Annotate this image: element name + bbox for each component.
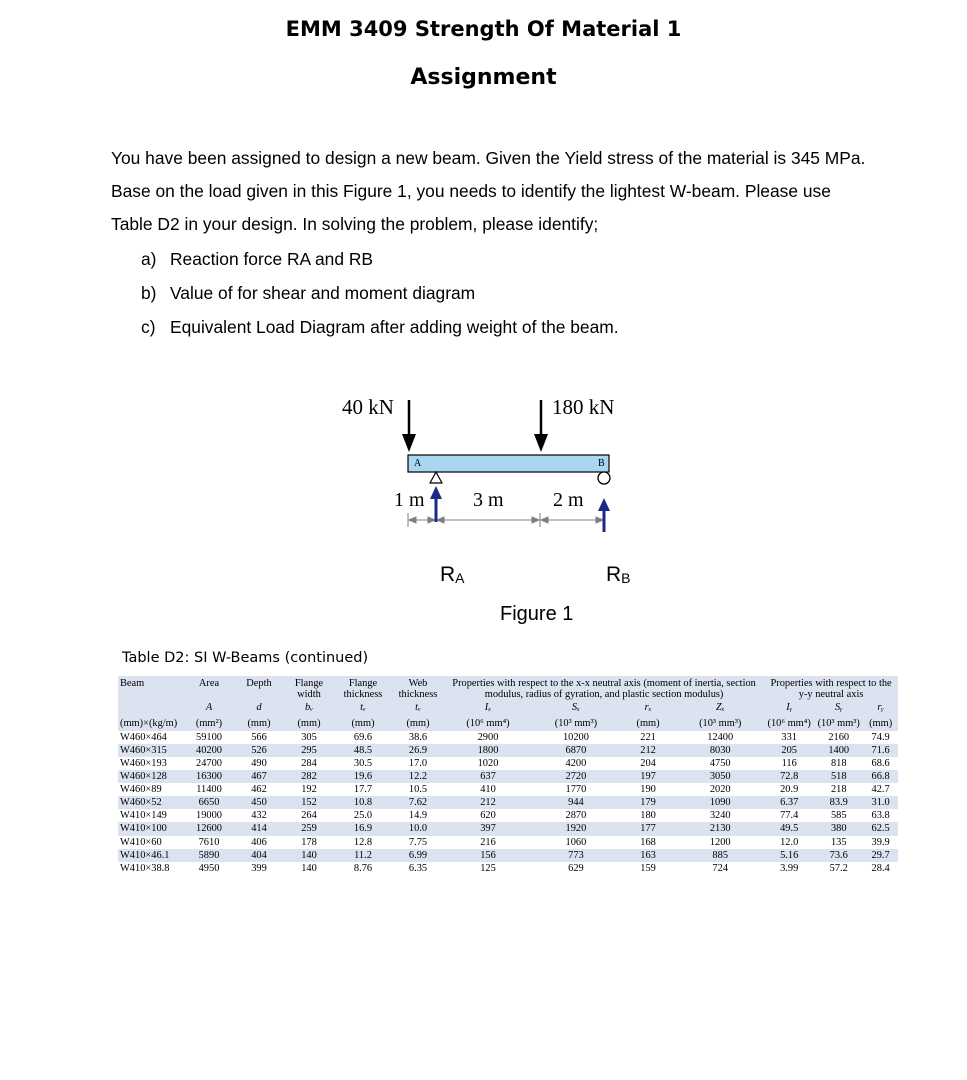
table-row <box>118 744 898 757</box>
table-cell: 414 <box>234 822 284 835</box>
dimension-2-label: 3 m <box>473 489 504 511</box>
table-cell: 885 <box>676 849 764 862</box>
table-cell: 19000 <box>196 810 222 822</box>
table-cell: 62.5 <box>863 822 898 835</box>
table-cell: 212 <box>444 796 532 809</box>
table-cell: 68.6 <box>871 757 890 769</box>
table-cell: 12400 <box>707 731 734 743</box>
table-row <box>118 757 898 770</box>
table-cell: 399 <box>251 862 267 874</box>
unit-cell: (10³ mm³) <box>532 716 620 731</box>
table-cell: 404 <box>234 849 284 862</box>
table-cell: 218 <box>830 784 847 796</box>
table-caption: Table D2: SI W-Beams (continued) <box>122 650 369 666</box>
table-cell: 25.0 <box>353 810 373 822</box>
table-cell: 159 <box>640 862 656 874</box>
table-row <box>118 770 898 783</box>
list-item-text: Equivalent Load Diagram after adding weight of the beam. <box>170 317 619 337</box>
table-cell: 59100 <box>196 731 222 743</box>
beam-designation-cell: W460×52 <box>118 796 184 809</box>
table-cell: 518 <box>814 770 863 783</box>
table-cell: 38.6 <box>408 731 428 743</box>
table-cell: 29.7 <box>863 849 898 862</box>
support-a-label: A <box>414 458 422 469</box>
table-cell: 135 <box>830 836 847 848</box>
table-cell: 6650 <box>184 796 234 809</box>
unit-cell: (mm) <box>284 716 334 731</box>
beam-designation-cell: W410×60 <box>120 836 162 848</box>
table-cell: 2720 <box>532 770 620 783</box>
table-row <box>118 862 898 875</box>
table-cell: 30.5 <box>353 757 373 769</box>
table-cell: 1060 <box>565 836 587 848</box>
table-cell: 1400 <box>814 744 863 757</box>
beam-designation-cell: W410×46.1 <box>118 849 184 862</box>
table-row <box>118 731 898 744</box>
table-cell: 7.75 <box>408 836 428 848</box>
table-cell: 264 <box>301 810 317 822</box>
table-row <box>118 849 898 862</box>
beam-designation-cell: W460×89 <box>120 784 162 796</box>
table-cell: 190 <box>640 784 656 796</box>
table-cell: 7610 <box>198 836 220 848</box>
table-cell: 380 <box>814 822 863 835</box>
symbol-cell: tᵥ <box>334 702 392 715</box>
table-cell: 467 <box>234 770 284 783</box>
table-cell: 10200 <box>562 731 589 743</box>
roller-support-b <box>598 472 610 484</box>
unit-cell: (mm) <box>392 716 444 731</box>
table-cell: 180 <box>640 810 656 822</box>
table-cell: 818 <box>830 757 847 769</box>
header-depth: Depth <box>234 676 284 702</box>
table-cell: 178 <box>301 836 317 848</box>
table-cell: 12600 <box>184 822 234 835</box>
beam-designation-cell: W460×128 <box>118 770 184 783</box>
beam-designation-cell: W410×149 <box>120 810 167 822</box>
table-cell: 1020 <box>477 757 499 769</box>
unit-cell: (mm) <box>234 716 284 731</box>
load-right-label: 180 kN <box>552 395 615 419</box>
beam-designation-cell: W460×315 <box>118 744 184 757</box>
problem-statement: You have been assigned to design a new beam. Given the Yield stress of the material is 345 MPa. Base on the load given in this Figure 1, you needs to identify the lightest W-beam. Please use Table D2 in your design. In solving the problem, please identify; <box>111 148 866 234</box>
reaction-a-label: RA <box>440 563 465 586</box>
table-cell: 305 <box>301 731 317 743</box>
table-cell: 11400 <box>196 784 222 796</box>
symbol-cell: A <box>184 702 234 715</box>
table-cell: 1200 <box>709 836 731 848</box>
reaction-b-label: RB <box>606 563 631 586</box>
table-cell: 11.2 <box>334 849 392 862</box>
symbol-cell: Iᵧ <box>764 702 814 715</box>
table-cell: 585 <box>830 810 847 822</box>
list-item-text: Value of for shear and moment diagram <box>170 283 476 303</box>
beam-designation-cell: W460×464 <box>120 731 167 743</box>
table-cell: 14.9 <box>408 810 428 822</box>
table-cell: 410 <box>480 784 496 796</box>
table-cell: 156 <box>444 849 532 862</box>
header-xx-properties: Properties with respect to the x-x neutral axis (moment of inertia, section modulus, radius of gyration, and plastic section modulus) <box>444 676 764 702</box>
table-cell: 1920 <box>532 822 620 835</box>
table-cell: 8.76 <box>353 862 373 874</box>
table-cell: 6.99 <box>392 849 444 862</box>
symbol-cell: rₓ <box>620 702 676 715</box>
table-cell: 49.5 <box>764 822 814 835</box>
table-cell: 40200 <box>184 744 234 757</box>
table-cell: 152 <box>284 796 334 809</box>
table-cell: 77.4 <box>780 810 799 822</box>
table-cell: 12.0 <box>780 836 799 848</box>
table-cell: 5.16 <box>764 849 814 862</box>
table-cell: 432 <box>251 810 267 822</box>
table-cell: 637 <box>444 770 532 783</box>
table-cell: 69.6 <box>353 731 373 743</box>
header-web-thickness: Web thickness <box>392 676 444 702</box>
table-cell: 140 <box>284 849 334 862</box>
table-cell: 212 <box>620 744 676 757</box>
table-cell: 48.5 <box>334 744 392 757</box>
unit-cell: (10⁶ mm⁴) <box>444 716 532 731</box>
symbol-cell: Iₓ <box>444 702 532 715</box>
unit-cell: (mm²) <box>184 716 234 731</box>
table-row <box>118 809 898 822</box>
table-cell: 295 <box>284 744 334 757</box>
list-item-label: a) <box>141 249 157 269</box>
table-cell: 179 <box>620 796 676 809</box>
table-cell: 66.8 <box>863 770 898 783</box>
table-cell: 3.99 <box>780 862 799 874</box>
table-cell: 6.35 <box>408 862 428 874</box>
table-body <box>118 731 898 875</box>
table-cell: 526 <box>234 744 284 757</box>
unit-cell: (10³ mm³) <box>676 716 764 731</box>
table-cell: 6870 <box>532 744 620 757</box>
figure-caption: Figure 1 <box>500 603 574 625</box>
table-cell: 620 <box>480 810 496 822</box>
table-cell: 57.2 <box>829 862 848 874</box>
table-cell: 10.8 <box>334 796 392 809</box>
table-cell: 284 <box>301 757 317 769</box>
header-flange-thickness: Flange thickness <box>334 676 392 702</box>
table-cell: 1770 <box>565 784 587 796</box>
table-cell: 12.8 <box>353 836 373 848</box>
pin-support-a <box>430 472 442 483</box>
table-cell: 1090 <box>676 796 764 809</box>
table-cell: 83.9 <box>814 796 863 809</box>
table-row <box>118 796 898 809</box>
table-cell: 168 <box>640 836 656 848</box>
table-row <box>118 822 898 835</box>
table-cell: 192 <box>301 784 317 796</box>
load-right-arrow <box>534 400 548 452</box>
table-cell: 72.8 <box>764 770 814 783</box>
table-cell: 177 <box>620 822 676 835</box>
header-beam: Beam <box>118 676 184 702</box>
table-cell: 216 <box>480 836 496 848</box>
table-cell: 140 <box>301 862 317 874</box>
table-cell: 26.9 <box>392 744 444 757</box>
header-area: Area <box>184 676 234 702</box>
symbol-cell: Sᵧ <box>814 702 863 715</box>
table-row <box>118 783 898 796</box>
w-beam-table <box>118 676 898 875</box>
table-cell: 24700 <box>196 757 222 769</box>
unit-cell: (mm) <box>620 716 676 731</box>
table-cell: 163 <box>620 849 676 862</box>
table-cell: 17.7 <box>353 784 373 796</box>
table-cell: 4200 <box>565 757 587 769</box>
unit-cell: (mm) <box>863 716 898 731</box>
list-item-label: c) <box>141 317 156 337</box>
table-cell: 16300 <box>184 770 234 783</box>
table-cell: 566 <box>251 731 267 743</box>
table-cell: 16.9 <box>334 822 392 835</box>
table-cell: 10.5 <box>408 784 428 796</box>
unit-cell: (mm) <box>334 716 392 731</box>
load-left-label: 40 kN <box>342 395 394 419</box>
symbol-cell: Zₓ <box>676 702 764 715</box>
reaction-b-arrow <box>598 498 610 532</box>
table-cell: 19.6 <box>334 770 392 783</box>
list-item-label: b) <box>141 283 157 303</box>
table-cell: 12.2 <box>392 770 444 783</box>
table-cell: 397 <box>444 822 532 835</box>
beam-designation-cell: W410×100 <box>118 822 184 835</box>
table-cell: 17.0 <box>408 757 428 769</box>
reaction-a-arrow <box>430 486 442 522</box>
table-cell: 205 <box>764 744 814 757</box>
table-cell: 1800 <box>444 744 532 757</box>
header-yy-properties: Properties with respect to the y-y neutral axis <box>764 676 898 702</box>
table-cell: 2870 <box>565 810 587 822</box>
table-cell: 28.4 <box>871 862 890 874</box>
table-cell: 462 <box>251 784 267 796</box>
unit-cell: (10³ mm³) <box>814 716 863 731</box>
table-cell: 20.9 <box>780 784 799 796</box>
dimension-1-label: 1 m <box>394 489 425 511</box>
symbol-cell: Sₓ <box>532 702 620 715</box>
table-cell: 8030 <box>676 744 764 757</box>
beam-designation-cell: W410×38.8 <box>120 862 170 874</box>
table-cell: 406 <box>251 836 267 848</box>
support-b-label: B <box>598 458 605 469</box>
table-cell: 2130 <box>676 822 764 835</box>
table-cell: 116 <box>781 757 797 769</box>
table-cell: 197 <box>620 770 676 783</box>
table-cell: 2020 <box>709 784 731 796</box>
table-cell: 3240 <box>709 810 731 822</box>
table-cell: 125 <box>480 862 496 874</box>
table-cell: 724 <box>712 862 729 874</box>
dimension-3-label: 2 m <box>553 489 584 511</box>
document-subtitle: Assignment <box>410 65 557 90</box>
table-cell: 629 <box>568 862 584 874</box>
table-cell: 73.6 <box>814 849 863 862</box>
table-cell: 450 <box>234 796 284 809</box>
table-cell: 39.9 <box>871 836 890 848</box>
table-cell: 3050 <box>676 770 764 783</box>
beam <box>408 455 609 472</box>
table-cell: 7.62 <box>392 796 444 809</box>
table-cell: 282 <box>284 770 334 783</box>
table-cell: 944 <box>532 796 620 809</box>
table-cell: 2900 <box>477 731 499 743</box>
header-flange-width: Flange width <box>284 676 334 702</box>
table-cell: 10.0 <box>392 822 444 835</box>
unit-cell: (10⁶ mm⁴) <box>764 716 814 731</box>
table-cell: 773 <box>532 849 620 862</box>
table-cell: 204 <box>640 757 656 769</box>
table-cell: 63.8 <box>871 810 890 822</box>
symbol-cell: rᵧ <box>863 702 898 715</box>
table-cell: 331 <box>781 731 797 743</box>
table-cell: 4750 <box>709 757 731 769</box>
load-left-arrow <box>402 400 416 452</box>
symbol-cell: tᵥ <box>392 702 444 715</box>
table-cell: 259 <box>284 822 334 835</box>
beam-designation-cell: W460×193 <box>120 757 167 769</box>
list-item-text: Reaction force RA and RB <box>170 249 373 269</box>
table-cell: 42.7 <box>871 784 890 796</box>
table-cell: 5890 <box>184 849 234 862</box>
table-cell: 2160 <box>828 731 850 743</box>
unit-cell: (mm)×(kg/m) <box>118 716 184 731</box>
table-cell: 6.37 <box>764 796 814 809</box>
table-row <box>118 836 898 849</box>
table-cell: 221 <box>640 731 656 743</box>
table-cell: 74.9 <box>871 731 890 743</box>
symbol-cell: d <box>234 702 284 715</box>
symbol-cell: bᵥ <box>284 702 334 715</box>
table-cell: 71.6 <box>863 744 898 757</box>
table-cell: 490 <box>251 757 267 769</box>
document-title: EMM 3409 Strength Of Material 1 <box>285 17 682 41</box>
table-cell: 4950 <box>198 862 220 874</box>
table-cell: 31.0 <box>863 796 898 809</box>
